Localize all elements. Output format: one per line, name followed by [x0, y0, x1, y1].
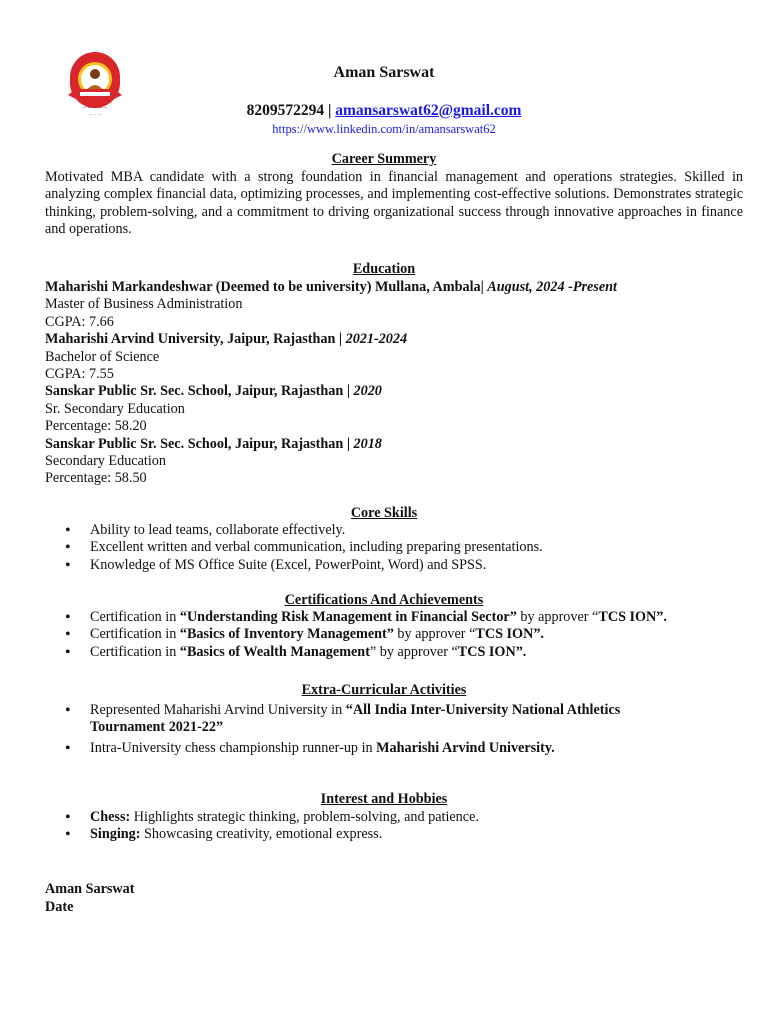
score: CGPA: 7.55	[45, 365, 114, 382]
education-heading: Education	[352, 261, 416, 277]
certifications-heading: Certifications And Achievements	[284, 592, 484, 608]
institution: Maharishi Arvind University, Jaipur, Rajasthan |	[45, 331, 343, 348]
score: Percentage: 58.20	[45, 418, 147, 435]
list-item: • Chess: Highlights strategic thinking, problem-solving, and patience.	[45, 809, 743, 826]
education-list	[45, 279, 743, 488]
contact-line	[0, 102, 768, 119]
signature-name: Aman Sarswat	[45, 881, 135, 897]
phone-number: 8209572294 |	[246, 102, 332, 119]
summary-heading: Career Summery	[331, 151, 437, 167]
education-entry	[45, 331, 743, 348]
list-item: • Singing: Showcasing creativity, emotional express.	[45, 826, 743, 843]
score: Percentage: 58.50	[45, 470, 147, 487]
education-entry	[45, 383, 743, 400]
list-item: • Certification in “Basics of Wealth Management” by approver “TCS ION”.	[45, 644, 743, 661]
period: 2020	[353, 383, 382, 400]
degree: Sr. Secondary Education	[45, 400, 185, 417]
hobbies-heading: Interest and Hobbies	[320, 791, 448, 807]
email-link[interactable]: amansarswat62@gmail.com	[335, 102, 522, 119]
degree: Secondary Education	[45, 452, 166, 469]
list-item: • Knowledge of MS Office Suite (Excel, PowerPoint, Word) and SPSS.	[45, 557, 743, 574]
extracurricular-list	[45, 702, 743, 757]
education-entry	[45, 436, 743, 453]
resume-name: Aman Sarswat	[333, 64, 435, 81]
list-item: • Excellent written and verbal communication, including preparing presentations.	[45, 539, 743, 556]
list-item: • Certification in “Basics of Inventory Management” by approver “TCS ION”.	[45, 626, 743, 643]
skills-heading: Core Skills	[350, 505, 418, 521]
institution: Sanskar Public Sr. Sec. School, Jaipur, Rajasthan |	[45, 435, 350, 452]
extracurricular-heading: Extra-Curricular Activities	[301, 682, 467, 698]
institution: Sanskar Public Sr. Sec. School, Jaipur, Rajasthan |	[45, 383, 350, 400]
institution: Maharishi Markandeshwar (Deemed to be university) Mullana, Ambala|	[45, 279, 484, 295]
score: CGPA: 7.66	[45, 313, 114, 330]
skills-list	[45, 522, 743, 574]
summary-text: Motivated MBA candidate with a strong foundation in financial management and operations strategies. Skilled in analyzing complex financial data, optimizing processes, and implementing cost-effective solutions. Demonstrates strategic thinking, problem-solving, and a commitment to driving organizational success through innovative approaches in finance and operations.	[45, 169, 743, 238]
period: August, 2024 -Present	[487, 279, 617, 295]
period: 2021-2024	[345, 331, 408, 348]
list-item: • Intra-University chess championship runner-up in Maharishi Arvind University.	[45, 740, 743, 757]
list-item: • Represented Maharishi Arvind University in “All India Inter-University National Athletics Tournament 2021-22”	[45, 702, 743, 737]
signature-date: Date	[45, 899, 74, 915]
degree: Bachelor of Science	[45, 348, 160, 365]
svg-text:— — — — —: — — — — —	[82, 105, 108, 110]
svg-text:— — —: — — —	[88, 112, 102, 116]
degree: Master of Business Administration	[45, 296, 243, 313]
hobbies-list	[45, 809, 743, 844]
period: 2018	[353, 435, 382, 452]
education-entry	[45, 279, 743, 296]
linkedin-link[interactable]: https://www.linkedin.com/in/amansarswat62	[272, 122, 496, 136]
list-item: • Certification in “Understanding Risk Management in Financial Sector” by approver “TCS ION”.	[45, 609, 743, 626]
certifications-list	[45, 609, 743, 661]
list-item: • Ability to lead teams, collaborate effectively.	[45, 522, 743, 539]
